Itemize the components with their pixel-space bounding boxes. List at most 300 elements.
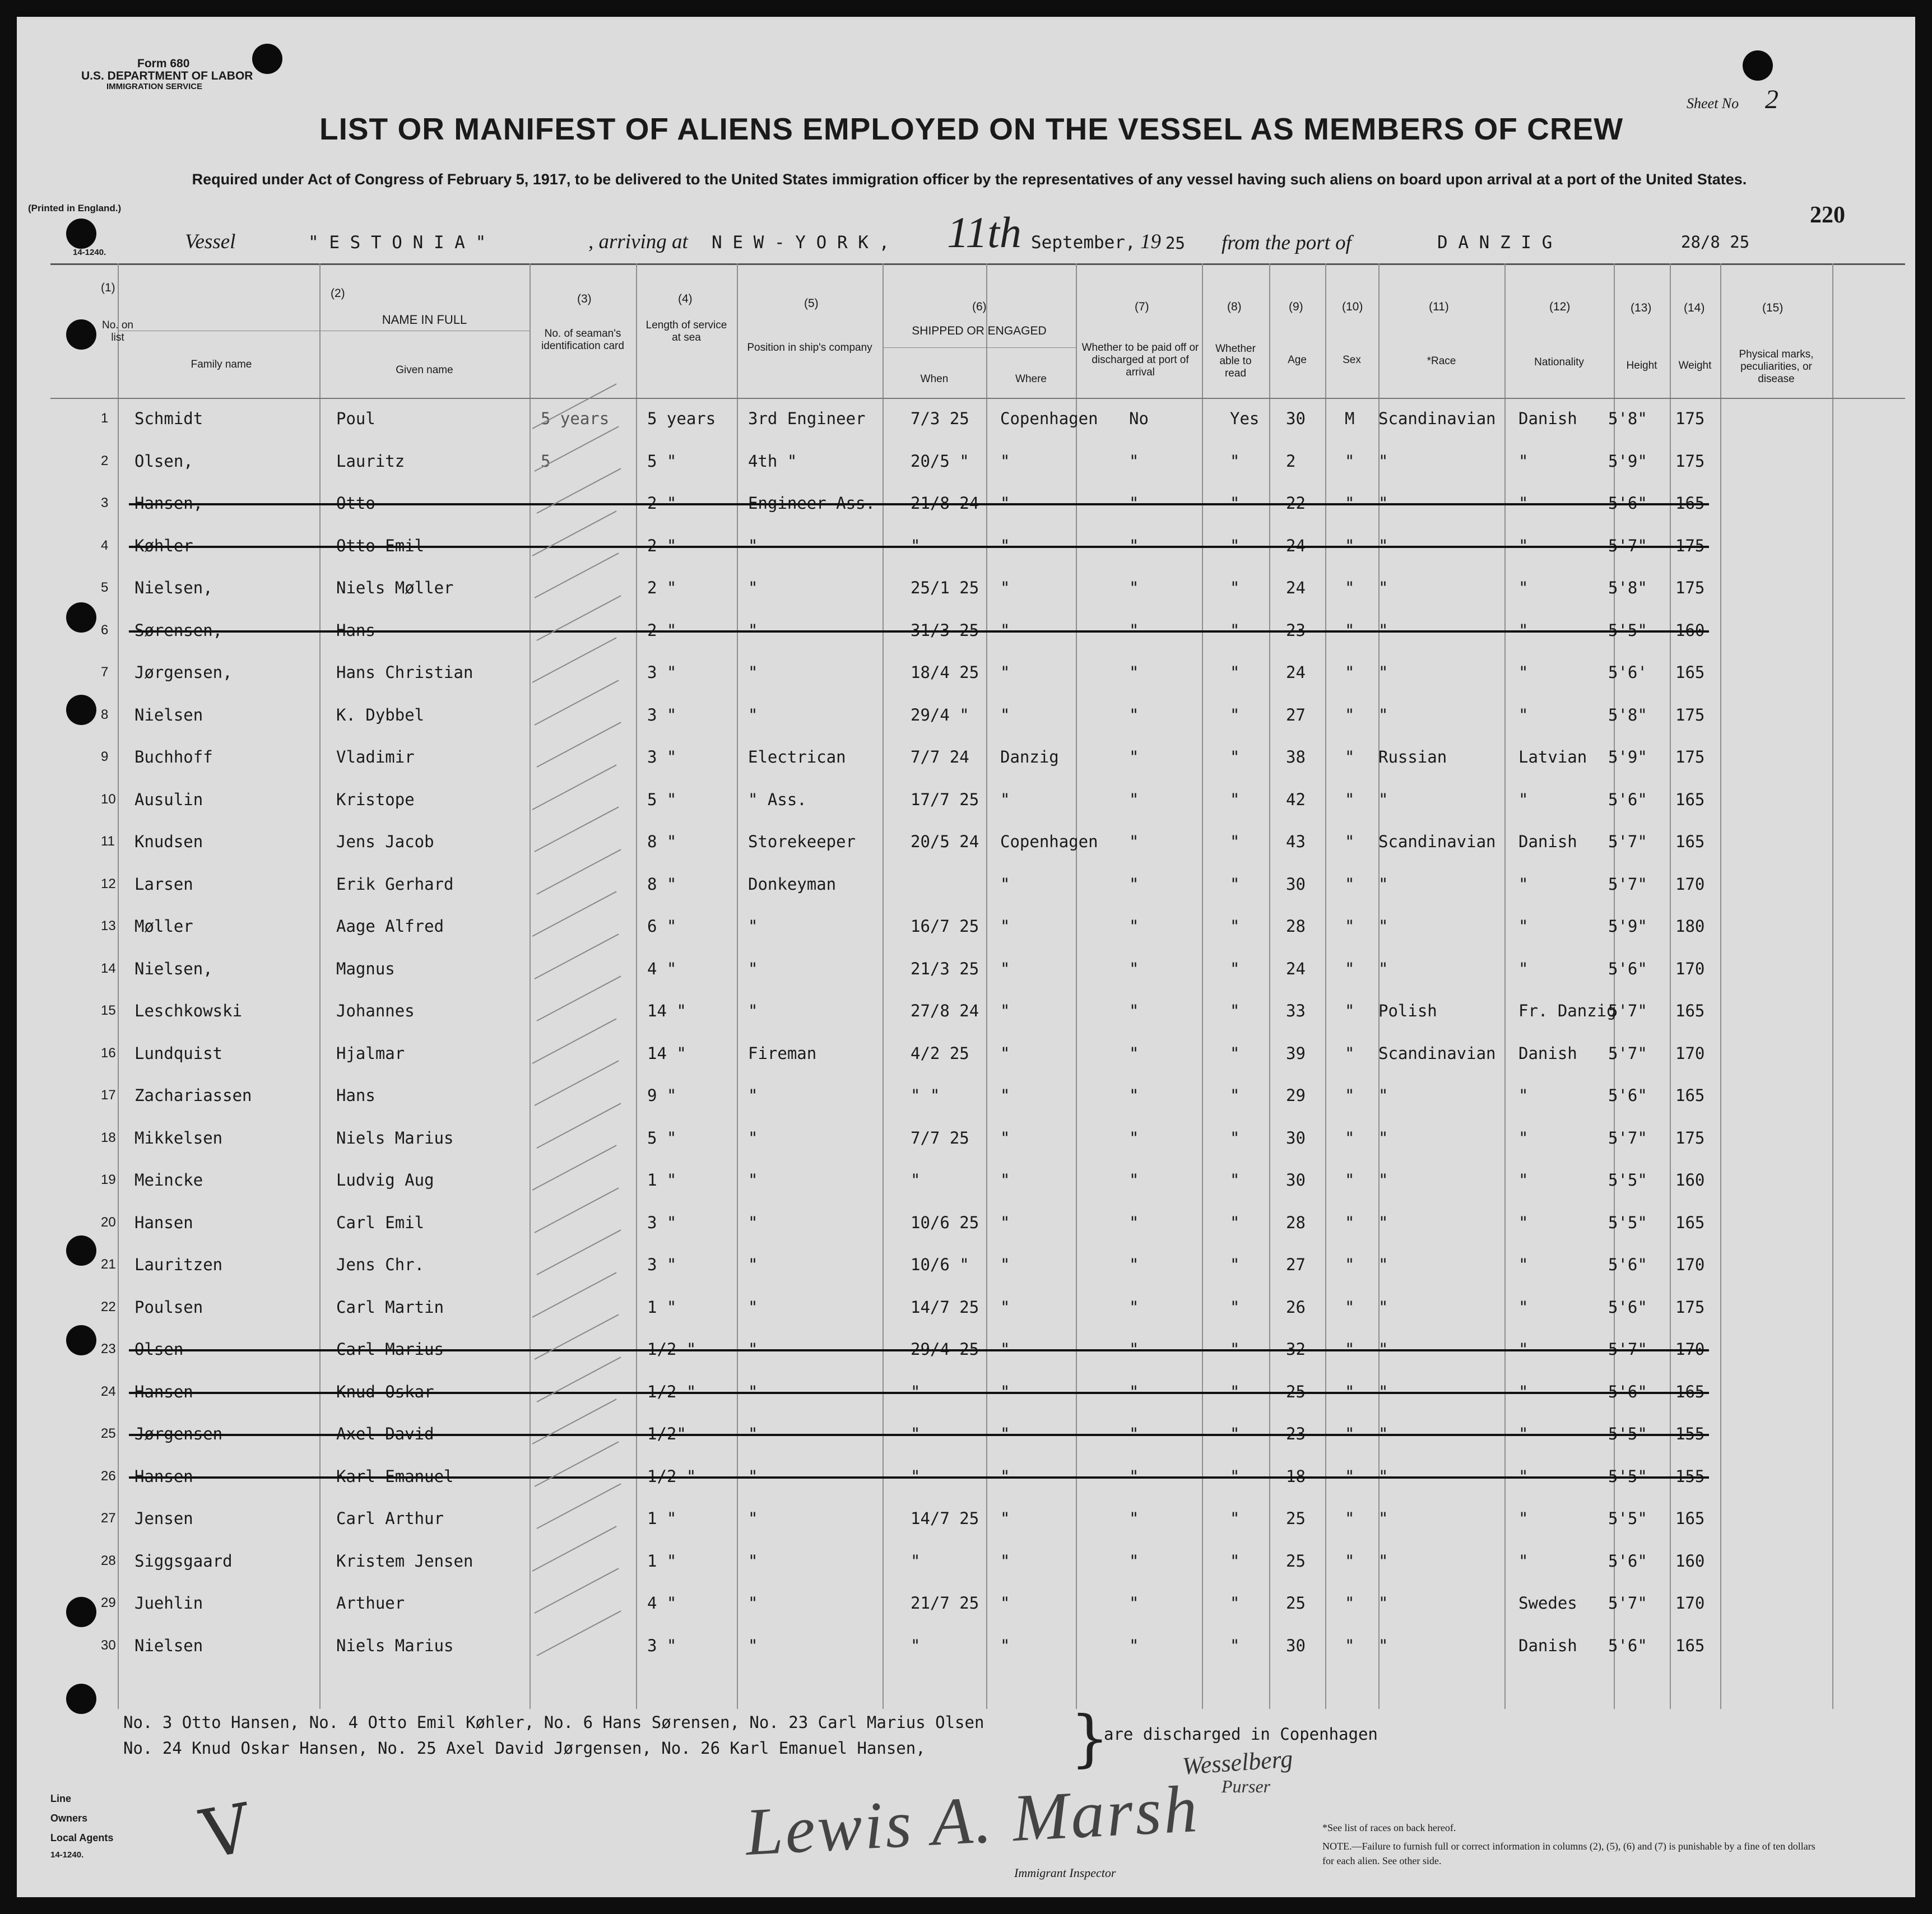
cell-row-number: 15 [101, 1003, 116, 1018]
cell-row-number: 17 [101, 1088, 116, 1103]
cell-able-read: " [1230, 1551, 1240, 1571]
cell-sex: " [1345, 1636, 1355, 1655]
col-shipped: SHIPPED OR ENGAGED [912, 324, 1047, 337]
cell-nationality: " [1518, 1466, 1529, 1486]
pencil-check-mark [535, 426, 619, 472]
cell-given-name: Magnus [336, 959, 395, 978]
cell-able-read: " [1230, 747, 1240, 766]
handwritten-mark: V [195, 1789, 257, 1875]
cell-nationality: " [1518, 1551, 1529, 1571]
cell-shipped-where: Copenhagen [1000, 832, 1098, 851]
pencil-check-mark [532, 510, 617, 556]
cell-able-read: " [1230, 1509, 1240, 1528]
strike-through [129, 1392, 1709, 1394]
owners-label: Owners [50, 1813, 88, 1824]
cell-row-number: 29 [101, 1595, 116, 1610]
grid-line [319, 263, 321, 1709]
cell-age: 26 [1286, 1297, 1306, 1317]
pencil-check-mark [535, 806, 619, 852]
purser-title: Purser [1222, 1776, 1271, 1796]
col-no-on-list: No. on list [102, 319, 133, 343]
cell-able-read: " [1230, 959, 1240, 978]
cell-row-number: 24 [101, 1383, 116, 1399]
cell-weight: 170 [1675, 959, 1705, 978]
cell-shipped-when: 21/7 25 [911, 1594, 979, 1613]
cell-nationality: " [1518, 1382, 1529, 1401]
cell-shipped-where: " [1000, 917, 1010, 936]
cell-nationality: " [1518, 1509, 1529, 1528]
cell-height: 5'8" [1608, 705, 1647, 724]
inspector-title: Immigrant Inspector [1014, 1866, 1116, 1880]
cell-sex: " [1345, 536, 1355, 555]
cell-weight: 165 [1675, 1382, 1705, 1401]
cell-paid-off: " [1129, 917, 1139, 936]
cell-age: 25 [1286, 1509, 1306, 1528]
cell-given-name: Otto Emil [336, 536, 425, 555]
cell-shipped-where: " [1000, 451, 1010, 471]
cell-given-name: Arthuer [336, 1594, 405, 1613]
cell-paid-off: " [1129, 1043, 1139, 1063]
cell-race: " [1378, 1551, 1388, 1571]
cell-height: 5'6" [1608, 494, 1647, 513]
cell-paid-off: " [1129, 1255, 1139, 1274]
cell-shipped-where: " [1000, 1636, 1010, 1655]
cell-shipped-where: " [1000, 1340, 1010, 1359]
cell-shipped-where: Danzig [1000, 747, 1059, 766]
header-subrule [883, 347, 1076, 348]
cell-position: Storekeeper [748, 832, 856, 851]
cell-race: " [1378, 1212, 1388, 1232]
pencil-check-mark [537, 975, 621, 1021]
punch-hole [1743, 50, 1773, 81]
cell-race: " [1378, 620, 1388, 640]
cell-sex: " [1345, 1340, 1355, 1359]
cell-nationality: " [1518, 1128, 1529, 1148]
cell-age: 25 [1286, 1594, 1306, 1613]
grid-line [737, 263, 738, 1709]
cell-height: 5'5" [1608, 1509, 1647, 1528]
cell-paid-off: " [1129, 874, 1139, 894]
cell-age: 29 [1286, 1086, 1306, 1105]
cell-service-length: 2 " [647, 536, 677, 555]
cell-able-read: " [1230, 1001, 1240, 1020]
cell-sex: " [1345, 1001, 1355, 1020]
cell-able-read: " [1230, 1212, 1240, 1232]
cell-race: " [1378, 1297, 1388, 1317]
cell-height: 5'8" [1608, 578, 1647, 597]
cell-position: " Ass. [748, 789, 807, 809]
cell-race: " [1378, 1382, 1388, 1401]
cell-weight: 165 [1675, 1212, 1705, 1232]
strike-through [129, 1476, 1709, 1479]
cell-race: " [1378, 1128, 1388, 1148]
col-given-name: Given name [396, 364, 453, 376]
cell-weight: 175 [1675, 1128, 1705, 1148]
cell-nationality: " [1518, 1297, 1529, 1317]
cell-shipped-when: 7/3 25 [911, 409, 969, 428]
cell-paid-off: " [1129, 747, 1139, 766]
cell-height: 5'6" [1608, 1382, 1647, 1401]
cell-height: 5'7" [1608, 1594, 1647, 1613]
cell-shipped-where: " [1000, 1255, 1010, 1274]
col-num-7: (7) [1135, 300, 1149, 313]
cell-family-name: Nielsen [134, 1636, 203, 1655]
cell-able-read: " [1230, 1382, 1240, 1401]
cell-sex: " [1345, 620, 1355, 640]
cell-weight: 165 [1675, 1086, 1705, 1105]
cell-race: " [1378, 789, 1388, 809]
cell-race: " [1378, 1255, 1388, 1274]
cell-race: " [1378, 1509, 1388, 1528]
from-label: from the port of [1222, 231, 1352, 254]
cell-row-number: 21 [101, 1257, 116, 1272]
cell-position: " [748, 1255, 758, 1274]
punch-hole [66, 695, 96, 725]
cell-position: " [748, 705, 758, 724]
cell-shipped-where: " [1000, 1382, 1010, 1401]
cell-position: " [748, 959, 758, 978]
cell-given-name: Hans [336, 1086, 375, 1105]
cell-shipped-when: 16/7 25 [911, 917, 979, 936]
cell-service-length: 2 " [647, 578, 677, 597]
cell-position: " [748, 1212, 758, 1232]
cell-row-number: 7 [101, 665, 109, 680]
cell-given-name: Ludvig Aug [336, 1170, 434, 1190]
cell-family-name: Ausulin [134, 789, 203, 809]
cell-service-length: 14 " [647, 1001, 686, 1020]
cell-age: 30 [1286, 409, 1306, 428]
cell-able-read: " [1230, 1424, 1240, 1443]
cell-age: 28 [1286, 1212, 1306, 1232]
cell-sex: " [1345, 705, 1355, 724]
cell-shipped-where: " [1000, 1128, 1010, 1148]
cell-given-name: K. Dybbel [336, 705, 425, 724]
cell-paid-off: " [1129, 1466, 1139, 1486]
cell-nationality: " [1518, 874, 1529, 894]
cell-row-number: 6 [101, 622, 109, 638]
cell-shipped-where: " [1000, 1001, 1010, 1020]
year-prefix: 19 [1140, 230, 1161, 253]
cell-family-name: Hansen [134, 1212, 193, 1232]
cell-family-name: Køhler [134, 536, 193, 555]
col-num-13: (13) [1631, 301, 1652, 314]
cell-height: 5'5" [1608, 620, 1647, 640]
cell-nationality: Danish [1518, 1636, 1577, 1655]
penalty-note: NOTE.—Failure to furnish full or correct information in columns (2), (5), (6) and (7) is punishable by a fine of ten dollars for each alien. See other side. [1322, 1841, 1815, 1866]
departure-date: 28/8 25 [1681, 233, 1750, 252]
cell-sex: " [1345, 451, 1355, 471]
cell-given-name: Axel David [336, 1424, 434, 1443]
cell-given-name: Hjalmar [336, 1043, 405, 1063]
cell-service-length: 1/2 " [647, 1340, 696, 1359]
cell-family-name: Jørgensen, [134, 663, 233, 682]
cell-age: 30 [1286, 1636, 1306, 1655]
cell-able-read: " [1230, 1594, 1240, 1613]
cell-sex: " [1345, 1424, 1355, 1443]
pencil-check-mark [537, 1103, 621, 1149]
cell-race: Scandinavian [1378, 409, 1496, 428]
grid-line [118, 263, 119, 1709]
cell-sex: " [1345, 1128, 1355, 1148]
cell-given-name: Otto [336, 494, 375, 513]
inspector-signature: Lewis A. Marsh [744, 1771, 1201, 1870]
cell-paid-off: " [1129, 1594, 1139, 1613]
cell-weight: 165 [1675, 1509, 1705, 1528]
cell-family-name: Nielsen, [134, 578, 213, 597]
cell-height: 5'5" [1608, 1212, 1647, 1232]
manifest-sheet [17, 17, 1915, 1897]
cell-shipped-where: " [1000, 1212, 1010, 1232]
agents-label: Local Agents [50, 1832, 114, 1843]
cell-paid-off: " [1129, 1509, 1139, 1528]
cell-given-name: Kristope [336, 789, 415, 809]
cell-height: 5'9" [1608, 451, 1647, 471]
cell-shipped-when: 21/3 25 [911, 959, 979, 978]
cell-service-length: 3 " [647, 705, 677, 724]
grid-line [1378, 263, 1380, 1709]
col-where: Where [1015, 373, 1047, 385]
cell-given-name: Carl Emil [336, 1212, 425, 1232]
cell-sex: M [1345, 409, 1355, 428]
cell-nationality: " [1518, 1255, 1529, 1274]
cell-position: " [748, 1382, 758, 1401]
cell-row-number: 12 [101, 876, 116, 891]
cell-service-length: 1 " [647, 1170, 677, 1190]
col-when: When [920, 373, 949, 385]
cell-shipped-when: 21/8 24 [911, 494, 979, 513]
cell-age: 23 [1286, 1424, 1306, 1443]
cell-able-read: " [1230, 1297, 1240, 1317]
cell-sex: " [1345, 1170, 1355, 1190]
cell-family-name: Jensen [134, 1509, 193, 1528]
cell-sex: " [1345, 663, 1355, 682]
cell-given-name: Carl Martin [336, 1297, 444, 1317]
cell-able-read: " [1230, 578, 1240, 597]
cell-age: 32 [1286, 1340, 1306, 1359]
punch-hole [66, 602, 96, 633]
cell-age: 18 [1286, 1466, 1306, 1486]
cell-weight: 165 [1675, 1636, 1705, 1655]
cell-age: 25 [1286, 1551, 1306, 1571]
cell-age: 38 [1286, 747, 1306, 766]
cell-height: 5'8" [1608, 409, 1647, 428]
cell-row-number: 18 [101, 1130, 116, 1145]
cell-height: 5'6" [1608, 789, 1647, 809]
cell-nationality: " [1518, 705, 1529, 724]
cell-sex: " [1345, 1551, 1355, 1571]
cell-given-name: Lauritz [336, 451, 405, 471]
cell-shipped-when: 14/7 25 [911, 1509, 979, 1528]
cell-family-name: Møller [134, 917, 193, 936]
cell-race: " [1378, 451, 1388, 471]
pencil-check-mark [535, 1568, 619, 1614]
pencil-check-mark [537, 1229, 621, 1275]
sheet-number: 2 [1765, 85, 1778, 114]
cell-family-name: Hansen [134, 1466, 193, 1486]
header-rule [50, 263, 1905, 265]
pencil-check-mark [535, 1314, 619, 1360]
vessel-name: " E S T O N I A " [308, 233, 486, 253]
cell-family-name: Juehlin [134, 1594, 203, 1613]
cell-age: 2 [1286, 451, 1296, 471]
cell-row-number: 28 [101, 1553, 116, 1568]
arrival-port: N E W - Y O R K , [712, 233, 890, 253]
cell-sex: " [1345, 578, 1355, 597]
cell-service-length: 4 " [647, 959, 677, 978]
cell-race: " [1378, 1340, 1388, 1359]
cell-row-number: 16 [101, 1045, 116, 1061]
cell-row-number: 25 [101, 1426, 116, 1441]
cell-paid-off: " [1129, 705, 1139, 724]
cell-service-length: 9 " [647, 1086, 677, 1105]
cell-age: 30 [1286, 1128, 1306, 1148]
cell-weight: 180 [1675, 917, 1705, 936]
cell-paid-off: " [1129, 1340, 1139, 1359]
cell-race: " [1378, 959, 1388, 978]
cell-age: 30 [1286, 874, 1306, 894]
cell-able-read: " [1230, 1340, 1240, 1359]
cell-nationality: " [1518, 578, 1529, 597]
cell-nationality: Danish [1518, 1043, 1577, 1063]
cell-weight: 175 [1675, 536, 1705, 555]
cell-weight: 155 [1675, 1424, 1705, 1443]
strike-through [129, 1349, 1709, 1351]
cell-service-length: 3 " [647, 663, 677, 682]
cell-shipped-where: " [1000, 1043, 1010, 1063]
cell-paid-off: " [1129, 1297, 1139, 1317]
cell-position: " [748, 1297, 758, 1317]
cell-age: 43 [1286, 832, 1306, 851]
pencil-check-mark [532, 764, 617, 810]
cell-family-name: Mikkelsen [134, 1128, 223, 1148]
punch-hole [252, 44, 282, 74]
col-position: Position in ship's company [747, 342, 872, 354]
cell-shipped-when: 27/8 24 [911, 1001, 979, 1020]
cell-family-name: Hansen, [134, 494, 203, 513]
cell-service-length: 4 " [647, 1594, 677, 1613]
cell-height: 5'6' [1608, 663, 1647, 682]
cell-weight: 175 [1675, 705, 1705, 724]
cell-sex: " [1345, 1086, 1355, 1105]
col-paid-off: Whether to be paid off or discharged at port of arrival [1081, 342, 1199, 378]
cell-service-length: 5 years [647, 409, 716, 428]
line-label: Line [50, 1793, 72, 1804]
col-able-read: Whether able to read [1215, 343, 1256, 379]
cell-nationality: Fr. Danzig [1518, 1001, 1617, 1020]
grid-line [1269, 263, 1270, 1709]
cell-family-name: Nielsen, [134, 959, 213, 978]
cell-position: Fireman [748, 1043, 817, 1063]
col-family-name: Family name [191, 359, 252, 370]
cell-able-read: " [1230, 1086, 1240, 1105]
grid-line [1504, 263, 1506, 1709]
cell-paid-off: " [1129, 1212, 1139, 1232]
pencil-check-mark [535, 933, 619, 979]
col-height: Height [1626, 360, 1657, 371]
cell-family-name: Sørensen, [134, 620, 223, 640]
cell-nationality: " [1518, 1086, 1529, 1105]
arrival-year: 25 [1165, 234, 1185, 253]
punch-hole [66, 1684, 96, 1714]
cell-family-name: Siggsgaard [134, 1551, 233, 1571]
cell-shipped-where: " [1000, 1594, 1010, 1613]
cell-position: " [748, 1128, 758, 1148]
cell-height: 5'7" [1608, 1340, 1647, 1359]
cell-able-read: " [1230, 789, 1240, 809]
cell-height: 5'9" [1608, 747, 1647, 766]
cell-sex: " [1345, 1212, 1355, 1232]
cell-age: 23 [1286, 620, 1306, 640]
cell-height: 5'7" [1608, 1128, 1647, 1148]
page-number: 220 [1810, 202, 1845, 228]
grid-line [1614, 263, 1615, 1709]
cell-paid-off: " [1129, 1170, 1139, 1190]
cell-position: " [748, 1509, 758, 1528]
cell-family-name: Olsen, [134, 451, 193, 471]
col-num-8: (8) [1227, 300, 1242, 313]
col-num-1: (1) [101, 281, 115, 294]
cell-age: 24 [1286, 959, 1306, 978]
col-num-2: (2) [331, 287, 345, 300]
cell-given-name: Kristem Jensen [336, 1551, 473, 1571]
cell-row-number: 10 [101, 791, 116, 807]
grid-line [1202, 263, 1203, 1709]
grid-line [636, 263, 637, 1709]
cell-shipped-when: 25/1 25 [911, 578, 979, 597]
cell-service-length: 3 " [647, 1636, 677, 1655]
col-weight: Weight [1678, 360, 1712, 371]
cell-shipped-when: 7/7 24 [911, 747, 969, 766]
cell-family-name: Knudsen [134, 832, 203, 851]
cell-shipped-where: " [1000, 536, 1010, 555]
cell-paid-off: " [1129, 1001, 1139, 1020]
cell-service-length: 5 " [647, 1128, 677, 1148]
cell-position: " [748, 1424, 758, 1443]
cell-shipped-where: " [1000, 620, 1010, 640]
cell-position: " [748, 1594, 758, 1613]
cell-sex: " [1345, 494, 1355, 513]
races-note: *See list of races on back hereof. [1322, 1822, 1456, 1833]
cell-service-length: 1 " [647, 1551, 677, 1571]
cell-shipped-where: " [1000, 1086, 1010, 1105]
cell-paid-off: " [1129, 620, 1139, 640]
cell-position: " [748, 1086, 758, 1105]
cell-able-read: " [1230, 917, 1240, 936]
cell-service-length: 1/2 " [647, 1466, 696, 1486]
vessel-label: Vessel [185, 230, 236, 253]
col-num-12: (12) [1549, 300, 1571, 313]
bottom-code: 14-1240. [50, 1850, 84, 1860]
cell-weight: 170 [1675, 874, 1705, 894]
cell-sex: " [1345, 789, 1355, 809]
cell-row-number: 20 [101, 1214, 116, 1230]
cell-shipped-where: " [1000, 705, 1010, 724]
subtitle: Required under Act of Congress of February 5, 1917, to be delivered to the United States immigration officer by the representatives of any vessel having such aliens on board upon arrival at a port of the United States. [192, 171, 1747, 188]
cell-row-number: 8 [101, 707, 109, 722]
cell-shipped-where: Copenhagen [1000, 409, 1098, 428]
cell-shipped-when: " " [911, 1086, 940, 1105]
cell-height: 5'5" [1608, 1170, 1647, 1190]
form-service: IMMIGRATION SERVICE [106, 82, 203, 91]
cell-race: " [1378, 874, 1388, 894]
punch-hole [66, 1597, 96, 1627]
cell-weight: 175 [1675, 409, 1705, 428]
strike-through [129, 546, 1709, 548]
cell-race: " [1378, 1170, 1388, 1190]
cell-race: " [1378, 705, 1388, 724]
cell-position: " [748, 578, 758, 597]
cell-given-name: Niels Møller [336, 578, 454, 597]
